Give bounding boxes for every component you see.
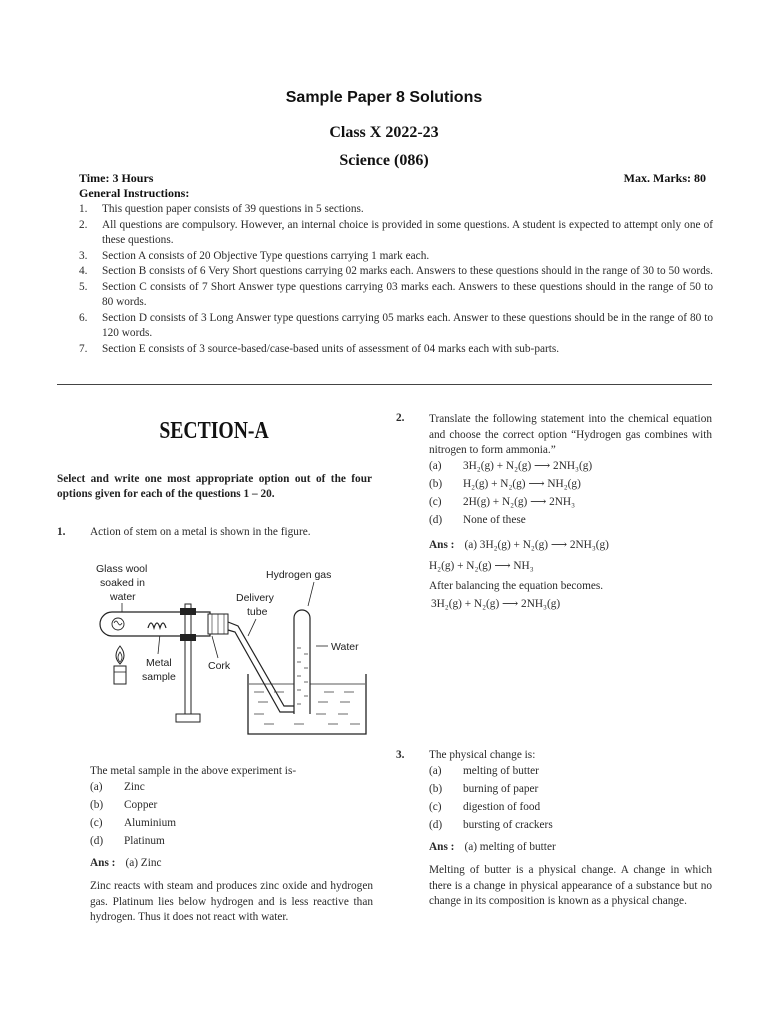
q2-text: Translate the following statement into the chemical equation and choose the correct option “Hydrogen gas combines with nitrogen to form ammonia.” [429,413,712,456]
instruction-item: 5. Section C consists of 7 Short Answer type questions carrying 03 marks each. Answers to these questions should in the range of 50 to 80 words. [79,280,713,308]
q3-option-b: (b) burning of paper [429,783,539,795]
q2-number: 2. [396,412,405,424]
q3-answer: Ans : (a) melting of butter [429,841,556,853]
q2-unbalanced-equation: H₂(g) + N₂(g) ⟶ NH₃ [429,560,534,572]
header-divider [57,384,712,385]
instructions-list [79,202,713,357]
figure-label-hydrogen-gas: Hydrogen gas [266,569,332,581]
time-label: Time: 3 Hours [79,171,154,185]
instruction-item: 2. All questions are compulsory. However, an internal choice is provided in some questions. A student is expected to attempt only one of these questions. [79,218,713,246]
subject-line: Science (086) [339,152,429,169]
figure-label-glass-wool: Glass wool [96,563,148,575]
figure-label-soaked: soaked in [100,577,145,589]
q2-after-text: After balancing the equation becomes. [429,580,604,592]
general-instructions-label: General Instructions: [79,186,190,200]
figure-label-tube: tube [247,606,268,618]
q1-option-b: (b) Copper [90,799,158,811]
q3-option-a: (a) melting of butter [429,765,539,777]
q2-options [429,457,592,529]
q3-option-c: (c) digestion of food [429,801,541,813]
q2-option-b: (b) H₂(g) + N₂(g) ⟶ NH₂(g) [429,478,581,490]
figure-label-cork: Cork [208,660,231,672]
q2-option-a: (a) 3H₂(g) + N₂(g) ⟶ 2NH₃(g) [429,460,593,472]
instruction-item: 3. Section A consists of 20 Objective Type questions carrying 1 mark each. [79,249,430,262]
q1-option-c: (c) Aluminium [90,817,177,829]
q3-number: 3. [396,749,405,761]
instruction-item: 6. Section D consists of 3 Long Answer type questions carrying 05 marks each. Answer to these questions should be in the range of 80 to 120 words. [79,311,713,339]
figure-label-delivery: Delivery [236,592,274,604]
q1-explanation: Zinc reacts with steam and produces zinc oxide and hydrogen gas. Platinum lies below hydrogen and is less reactive than hydrogen. Thus it does not react with water. [90,880,373,923]
q1-text: Action of stem on a metal is shown in the figure. [90,526,311,538]
steam-apparatus-figure [88,556,378,762]
figure-label-water-2: Water [331,641,359,653]
figure-label-sample: sample [142,671,176,683]
q3-options [429,762,553,834]
q1-number: 1. [57,526,66,538]
section-a-instruction: Select and write one most appropriate option out of the four options given for each of the questions 1 – 20. [57,473,372,500]
q3-explanation: Melting of butter is a physical change. A change in which there is a change in physical appearance of a substance but no change in its composition is known as a physical change. [429,864,712,907]
q3-option-d: (d) bursting of crackers [429,819,553,831]
q1-stem: The metal sample in the above experiment is- [90,765,297,777]
q3-text: The physical change is: [429,749,536,761]
q2-balanced-equation: 3H₂(g) + N₂(g) ⟶ 2NH₃(g) [431,598,561,610]
class-line: Class X 2022-23 [329,124,439,141]
q2-option-d: (d) None of these [429,514,526,526]
q2-answer: Ans : (a) 3H₂(g) + N₂(g) ⟶ 2NH₃(g) [429,539,609,551]
q1-option-d: (d) Platinum [90,835,165,847]
instruction-item: 1. This question paper consists of 39 questions in 5 sections. [79,203,364,215]
instruction-item: 7. Section E consists of 3 source-based/case-based units of assessment of 04 marks each with sub-parts. [79,342,560,355]
q1-option-a: (a) Zinc [90,781,145,793]
figure-label-metal: Metal [146,657,172,669]
section-a-heading: SECTION-A [159,418,269,444]
instruction-item: 4. Section B consists of 6 Very Short questions carrying 02 marks each. Answers to these questions should in the range of 30 to 50 words. [79,265,713,277]
q1-options [90,778,176,850]
paper-title: Sample Paper 8 Solutions [285,89,483,106]
max-marks-label: Max. Marks: 80 [623,171,706,185]
q2-option-c: (c) 2H(g) + N₂(g) ⟶ 2NH₃ [429,496,576,508]
q1-answer: Ans : (a) Zinc [90,857,162,869]
figure-label-water-1: water [110,591,136,603]
